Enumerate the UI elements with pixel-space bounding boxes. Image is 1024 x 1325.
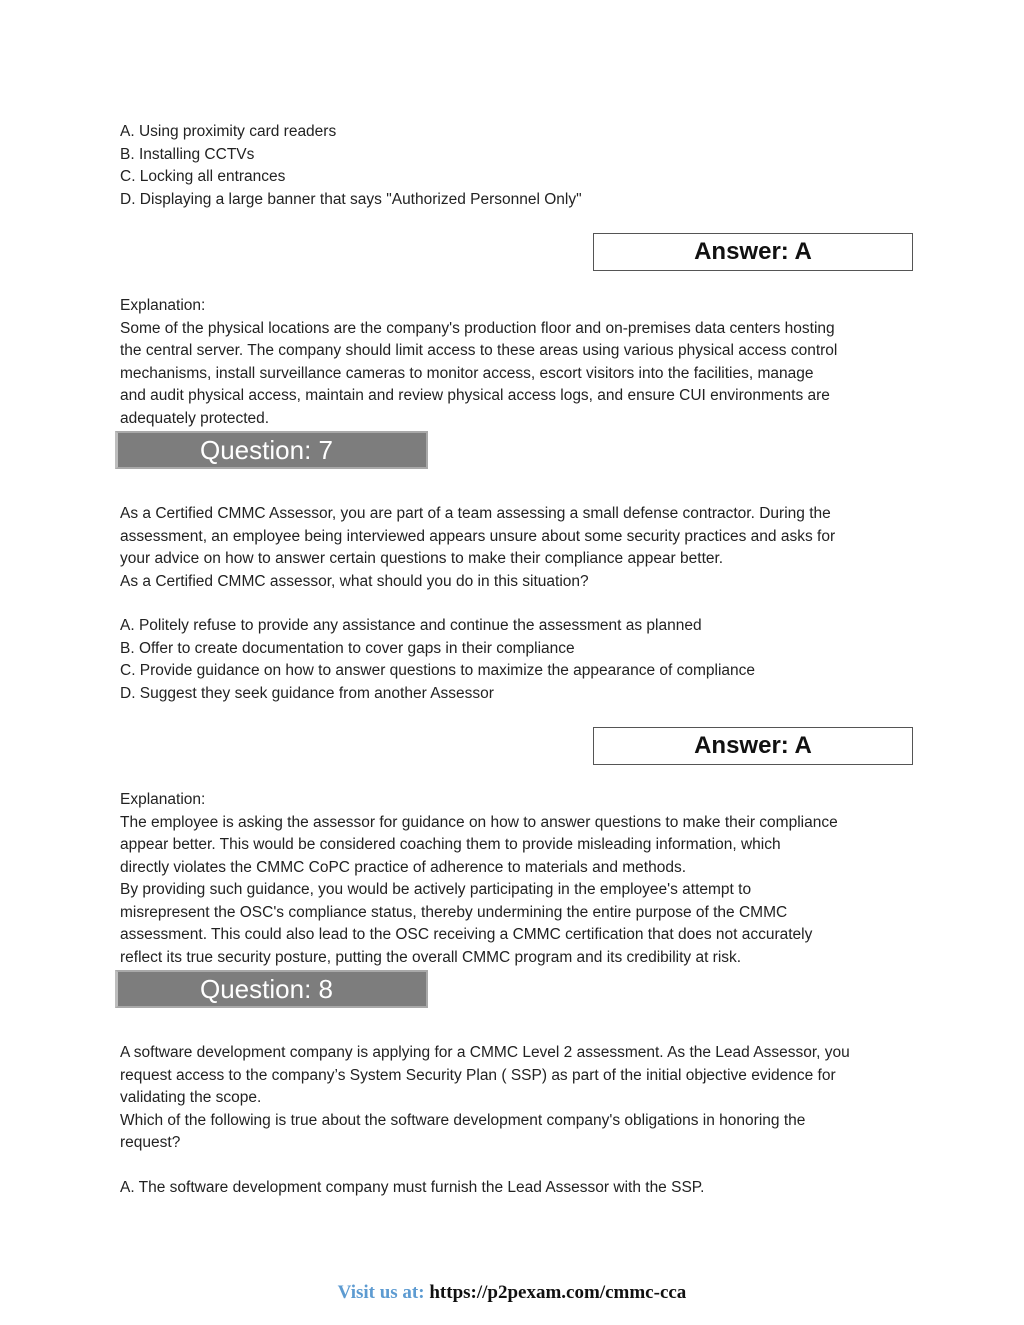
stem-line: request access to the company’s System Security Plan ( SSP) as part of the initial objective evidence for bbox=[120, 1066, 836, 1084]
option-c: C. Provide guidance on how to answer questions to maximize the appearance of compliance bbox=[120, 662, 756, 679]
option-d: D. Displaying a large banner that says "Authorized Personnel Only" bbox=[120, 190, 582, 208]
answer-box: Answer: A bbox=[593, 727, 913, 765]
explanation-label: Explanation: bbox=[120, 791, 206, 808]
option-c: C. Locking all entrances bbox=[120, 168, 286, 185]
previous-question-options bbox=[120, 121, 920, 211]
explanation-label: Explanation: bbox=[120, 297, 206, 314]
question-stem bbox=[120, 503, 920, 593]
question-options bbox=[120, 1177, 920, 1200]
footer-label: Visit us at: bbox=[337, 1282, 425, 1303]
answer-box: Answer: A bbox=[593, 233, 913, 271]
stem-line: Which of the following is true about the software development company's obligations in honoring the bbox=[120, 1111, 806, 1129]
question-header bbox=[115, 431, 428, 469]
explanation-block bbox=[120, 789, 920, 969]
page-footer bbox=[0, 1282, 1024, 1304]
option-d: D. Suggest they seek guidance from another Assessor bbox=[120, 684, 494, 702]
footer-link[interactable]: https://p2pexam.com/cmmc-cca bbox=[429, 1282, 687, 1303]
question-title: Question: 8 bbox=[200, 974, 333, 1004]
explanation-line: The employee is asking the assessor for guidance on how to answer questions to make their compliance bbox=[120, 813, 838, 831]
explanation-line: mechanisms, install surveillance cameras to monitor access, escort visitors into the facilities, manage bbox=[120, 364, 814, 382]
stem-line: request? bbox=[120, 1134, 181, 1151]
stem-line: As a Certified CMMC assessor, what should you do in this situation? bbox=[120, 572, 589, 590]
stem-line: As a Certified CMMC Assessor, you are part of a team assessing a small defense contractor. During the bbox=[120, 505, 831, 522]
explanation-line: and audit physical access, maintain and review physical access logs, and ensure CUI environments are bbox=[120, 387, 830, 404]
explanation-line: By providing such guidance, you would be actively participating in the employee's attempt to bbox=[120, 881, 752, 898]
stem-line: A software development company is applying for a CMMC Level 2 assessment. As the Lead Assessor, you bbox=[120, 1044, 850, 1061]
question-header bbox=[115, 970, 428, 1008]
explanation-line: misrepresent the OSC's compliance status, thereby undermining the entire purpose of the CMMC bbox=[120, 903, 788, 921]
explanation-line: adequately protected. bbox=[120, 409, 270, 427]
option-b: B. Installing CCTVs bbox=[120, 145, 255, 163]
document-page bbox=[120, 121, 920, 1199]
explanation-line: Some of the physical locations are the company's production floor and on-premises data centers hosting bbox=[120, 319, 835, 337]
question-stem bbox=[120, 1042, 920, 1155]
stem-line: validating the scope. bbox=[120, 1089, 262, 1106]
explanation-line: directly violates the CMMC CoPC practice of adherence to materials and methods. bbox=[120, 858, 686, 876]
option-a: A. The software development company must furnish the Lead Assessor with the SSP. bbox=[120, 1178, 705, 1196]
explanation-line: the central server. The company should limit access to these areas using various physical access control bbox=[120, 342, 838, 359]
explanation-line: reflect its true security posture, putting the overall CMMC program and its credibility at risk. bbox=[120, 948, 742, 966]
question-title: Question: 7 bbox=[200, 435, 333, 465]
option-a: A. Politely refuse to provide any assistance and continue the assessment as planned bbox=[120, 617, 702, 634]
option-a: A. Using proximity card readers bbox=[120, 123, 337, 140]
stem-line: assessment, an employee being interviewed appears unsure about some security practices and asks for bbox=[120, 527, 836, 545]
explanation-line: assessment. This could also lead to the OSC receiving a CMMC certification that does not accurately bbox=[120, 926, 813, 943]
explanation-line: appear better. This would be considered coaching them to provide misleading information, which bbox=[120, 836, 781, 853]
stem-line: your advice on how to answer certain questions to make their compliance appear better. bbox=[120, 550, 724, 567]
option-b: B. Offer to create documentation to cover gaps in their compliance bbox=[120, 639, 575, 657]
explanation-block bbox=[120, 295, 920, 430]
question-options bbox=[120, 615, 920, 705]
